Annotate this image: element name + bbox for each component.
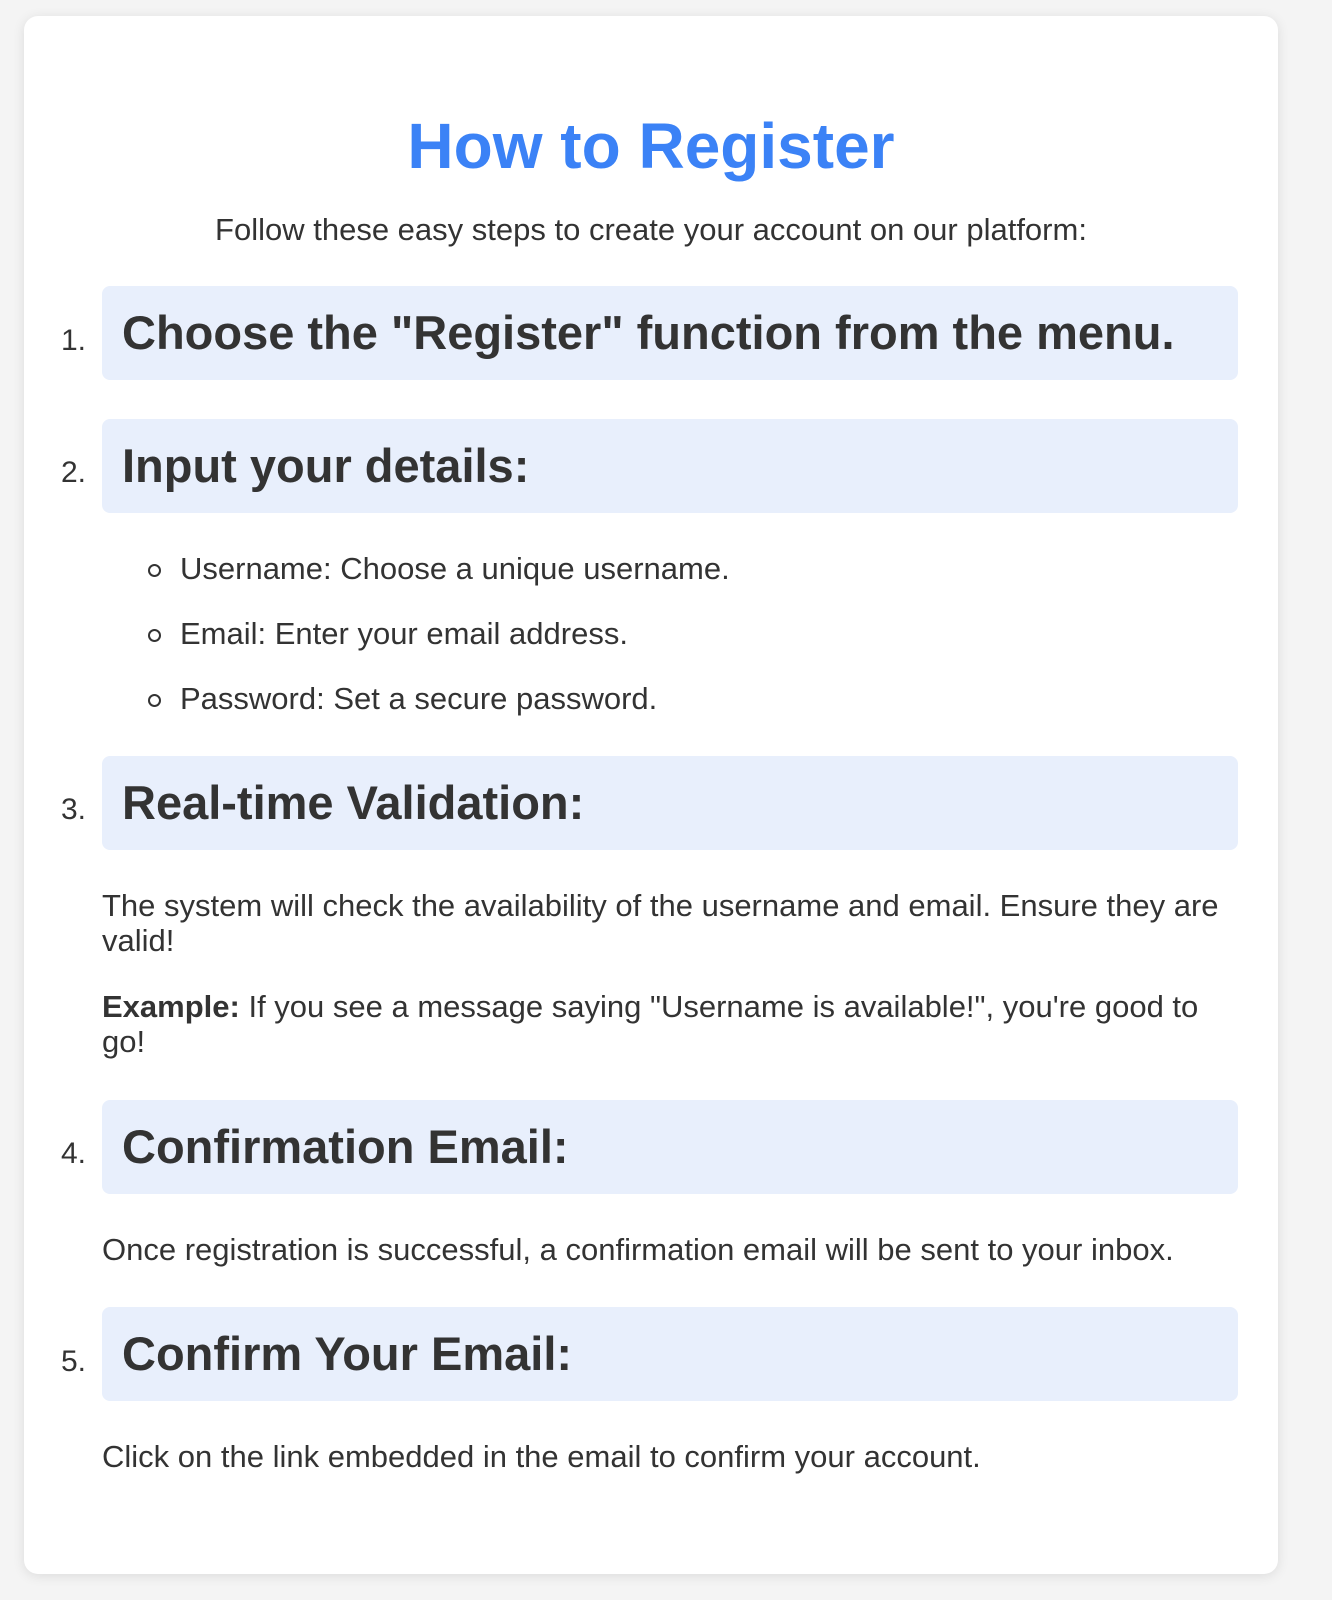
confirm-email-text: Click on the link embedded in the email to confirm your account. — [102, 1439, 981, 1474]
circle-bullet-icon — [148, 629, 161, 642]
step-number: 1. — [60, 324, 86, 357]
step-heading: Real-time Validation: — [122, 776, 585, 829]
step-heading: Choose the "Register" function from the menu. — [122, 306, 1175, 359]
step-number: 4. — [60, 1137, 86, 1170]
step-heading-box — [102, 1100, 1238, 1194]
step-number: 2. — [60, 456, 86, 489]
example-label: Example: — [102, 989, 240, 1024]
list-item-text: Password: Set a secure password. — [180, 681, 658, 716]
list-item-text: Username: Choose a unique username. — [180, 551, 730, 586]
intro-text: Follow these easy steps to create your account on our platform: — [215, 212, 1087, 247]
circle-bullet-icon — [148, 564, 161, 577]
list-item-text: Email: Enter your email address. — [180, 616, 628, 651]
step-number: 5. — [60, 1345, 86, 1378]
step-heading-box — [102, 756, 1238, 850]
step-number: 3. — [60, 793, 86, 826]
details-list — [148, 549, 1238, 744]
step-heading-box — [102, 1307, 1238, 1401]
example-text — [102, 989, 1238, 1059]
validation-text: The system will check the availability of the username and email. Ensure they are valid! — [102, 888, 1219, 958]
confirmation-text: Once registration is successful, a confirmation email will be sent to your inbox. — [102, 1232, 1174, 1267]
step-heading-box — [102, 419, 1238, 513]
list-item — [148, 549, 1238, 589]
step-heading-box — [102, 286, 1238, 380]
circle-bullet-icon — [148, 694, 161, 707]
step-heading: Confirm Your Email: — [122, 1327, 573, 1380]
list-item — [148, 614, 1238, 654]
page-title: How to Register — [407, 110, 895, 182]
step-heading: Confirmation Email: — [122, 1120, 569, 1173]
example-body: If you see a message saying "Username is available!", you're good to go! — [102, 989, 1199, 1059]
step-heading: Input your details: — [122, 439, 530, 492]
instructions-card — [24, 16, 1278, 1574]
list-item — [148, 679, 1238, 719]
